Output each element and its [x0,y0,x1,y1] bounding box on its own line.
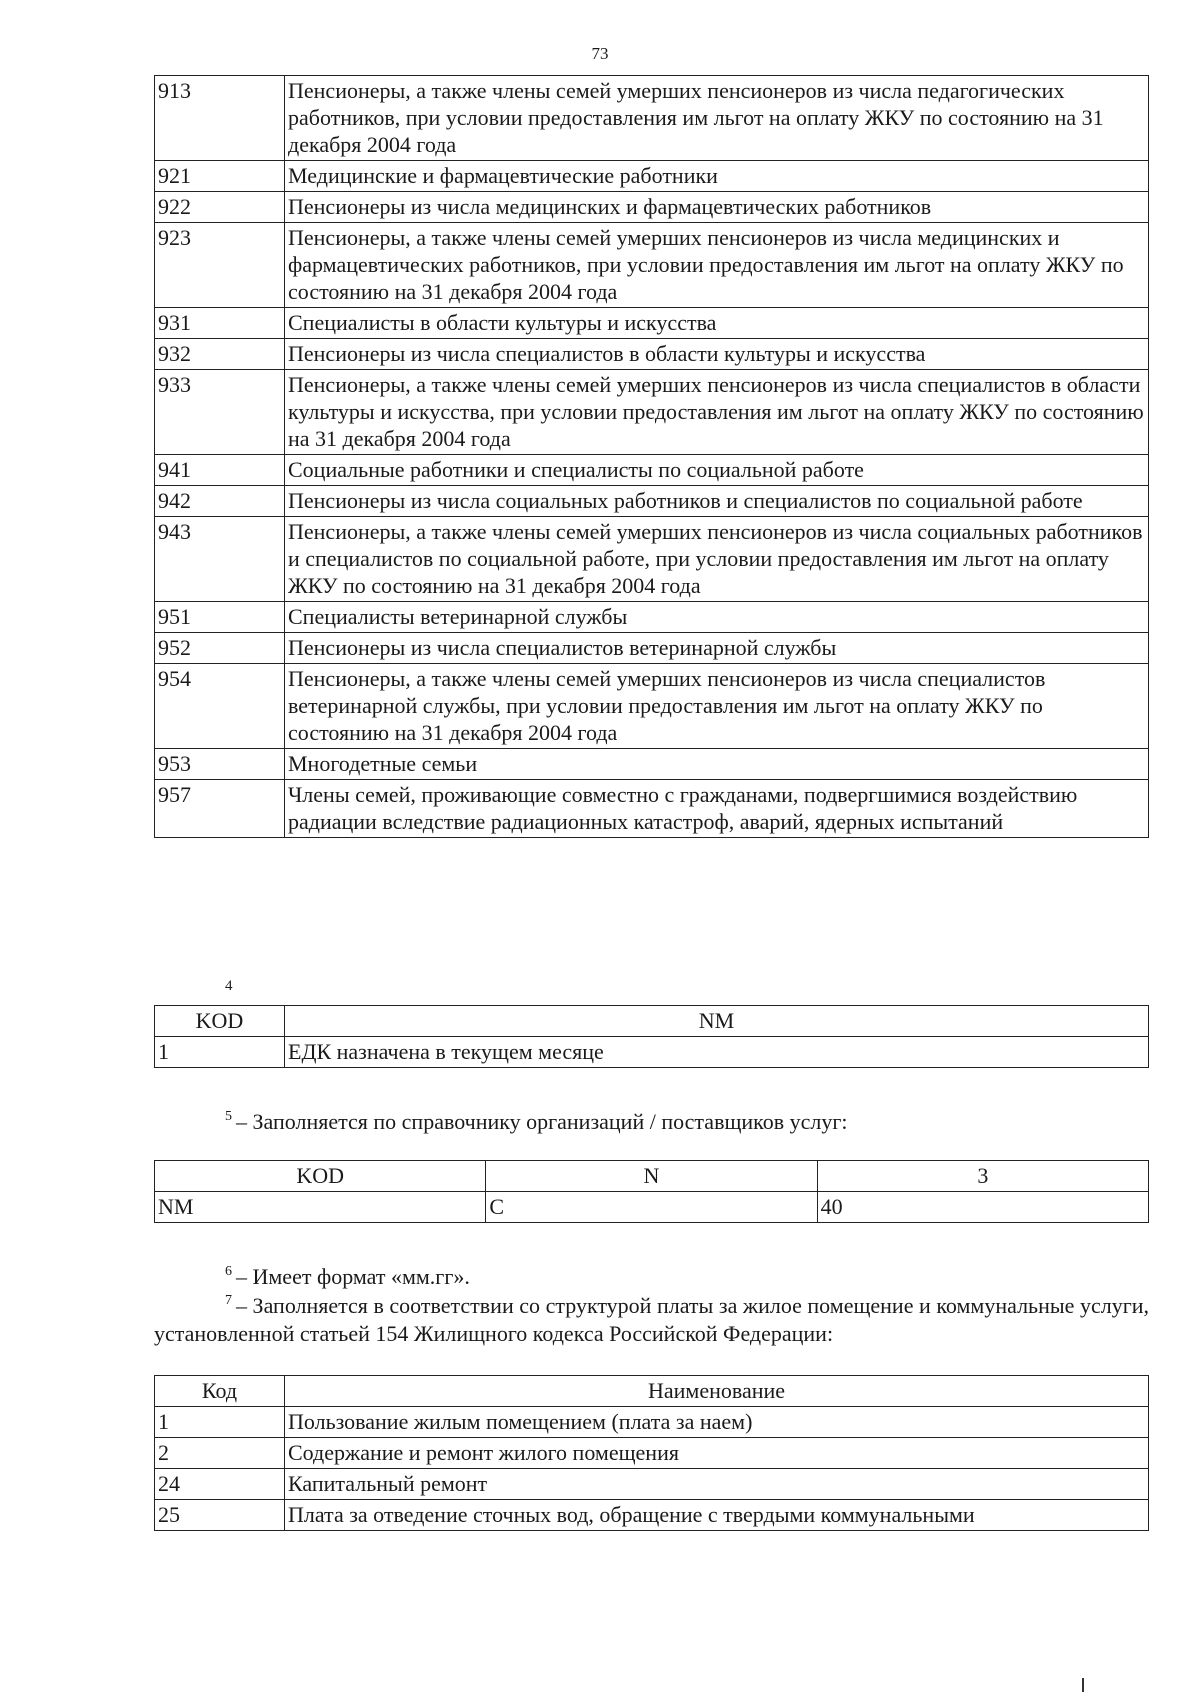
table-row [155,749,1149,780]
table-row [155,1500,1149,1531]
code-cell: 932 [155,339,285,370]
footnote-4-marker: 4 [225,978,233,994]
table-cell: 40 [817,1192,1148,1223]
name-cell: Пенсионеры, а также члены семей умерших пенсионеров из числа специалистов в области культуры и искусства, при условии предоставления им льгот на оплату ЖКУ по состоянию на 31 декабря 2004 года [285,370,1149,455]
code-cell: 941 [155,455,285,486]
table-row [155,223,1149,308]
code-cell: 923 [155,223,285,308]
name-cell: Социальные работники и специалисты по социальной работе [285,455,1149,486]
code-cell: 954 [155,664,285,749]
page-number: 73 [591,44,609,63]
table-header-row [155,1376,1149,1407]
table-cell: NM [155,1192,486,1223]
table-row [155,1469,1149,1500]
code-cell: 24 [155,1469,285,1500]
supplier-field-table [154,1160,1149,1223]
table-row [155,517,1149,602]
footnote-7-text: – Заполняется в соответствии со структурой платы за жилое помещение и коммунальные услуги, установленной статьей 154 Жилищного кодекса Российской Федерации: [154,1293,1149,1346]
header-cell: 3 [817,1161,1148,1192]
table-row [155,308,1149,339]
table-row [155,339,1149,370]
code-cell: 1 [155,1037,285,1068]
footnote-7-marker: 7 [225,1293,232,1308]
code-cell: 951 [155,602,285,633]
name-cell: Пенсионеры, а также члены семей умерших пенсионеров из числа специалистов ветеринарной службы, при условии предоставления им льгот на оплату ЖКУ по состоянию на 31 декабря 2004 года [285,664,1149,749]
table-header-row [155,1006,1149,1037]
table-cell: C [486,1192,817,1223]
code-cell: 952 [155,633,285,664]
table-row [155,664,1149,749]
code-cell: 1 [155,1407,285,1438]
name-cell: Плата за отведение сточных вод, обращение с твердыми коммунальными [285,1500,1149,1531]
table-row [155,780,1149,838]
name-cell: Пользование жилым помещением (плата за наем) [285,1407,1149,1438]
code-cell: 943 [155,517,285,602]
code-cell: 913 [155,76,285,161]
name-cell: Медицинские и фармацевтические работники [285,161,1149,192]
table-row [155,486,1149,517]
footnote-5 [225,1103,848,1136]
header-nm: NM [285,1006,1149,1037]
table-row [155,1407,1149,1438]
table-row [155,633,1149,664]
header-kod: Код [155,1376,285,1407]
footnote-5-text: – Заполняется по справочнику организаций / поставщиков услуг: [236,1109,848,1134]
table-row [155,1037,1149,1068]
footnote-6-text: – Имеет формат «мм.гг». [236,1264,470,1289]
name-cell: Пенсионеры, а также члены семей умерших пенсионеров из числа педагогических работников, при условии предоставления им льгот на оплату ЖКУ по состоянию на 31 декабря 2004 года [285,76,1149,161]
code-cell: 2 [155,1438,285,1469]
name-cell: Пенсионеры из числа специалистов в области культуры и искусства [285,339,1149,370]
payment-structure-table [154,1375,1149,1531]
code-cell: 953 [155,749,285,780]
code-cell: 922 [155,192,285,223]
table-row [155,1438,1149,1469]
code-cell: 957 [155,780,285,838]
code-cell: 25 [155,1500,285,1531]
name-cell: Пенсионеры, а также члены семей умерших пенсионеров из числа медицинских и фармацевтических работников, при условии предоставления им льгот на оплату ЖКУ по состоянию на 31 декабря 2004 года [285,223,1149,308]
table-row [155,161,1149,192]
name-cell: Пенсионеры из числа социальных работников и специалистов по социальной работе [285,486,1149,517]
header-cell: KOD [155,1161,486,1192]
table-header-row [155,1161,1149,1192]
footnote-6-marker: 6 [225,1264,232,1279]
table-row [155,370,1149,455]
table-row [155,1192,1149,1223]
name-cell: Пенсионеры, а также члены семей умерших пенсионеров из числа социальных работников и специалистов по социальной работе, при условии предоставления им льгот на оплату ЖКУ по состоянию на 31 декабря 2004 года [285,517,1149,602]
edk-table [154,1005,1149,1068]
code-cell: 931 [155,308,285,339]
footnote-5-marker: 5 [225,1109,232,1124]
scan-artifact-mark [1082,1678,1084,1692]
name-cell: Специалисты в области культуры и искусства [285,308,1149,339]
header-name: Наименование [285,1376,1149,1407]
table-row [155,602,1149,633]
table-row [155,192,1149,223]
code-cell: 921 [155,161,285,192]
code-cell: 942 [155,486,285,517]
table-row [155,455,1149,486]
header-cell: N [486,1161,817,1192]
name-cell: Специалисты ветеринарной службы [285,602,1149,633]
name-cell: Члены семей, проживающие совместно с гражданами, подвергшимися воздействию радиации вследствие радиационных катастроф, аварий, ядерных испытаний [285,780,1149,838]
name-cell: Капитальный ремонт [285,1469,1149,1500]
category-codes-table [154,75,1149,838]
name-cell: Пенсионеры из числа медицинских и фармацевтических работников [285,192,1149,223]
table-row [155,76,1149,161]
name-cell: Пенсионеры из числа специалистов ветеринарной службы [285,633,1149,664]
name-cell: Содержание и ремонт жилого помещения [285,1438,1149,1469]
footnote-7 [154,1287,1149,1348]
header-kod: KOD [155,1006,285,1037]
code-cell: 933 [155,370,285,455]
name-cell: Многодетные семьи [285,749,1149,780]
name-cell: ЕДК назначена в текущем месяце [285,1037,1149,1068]
